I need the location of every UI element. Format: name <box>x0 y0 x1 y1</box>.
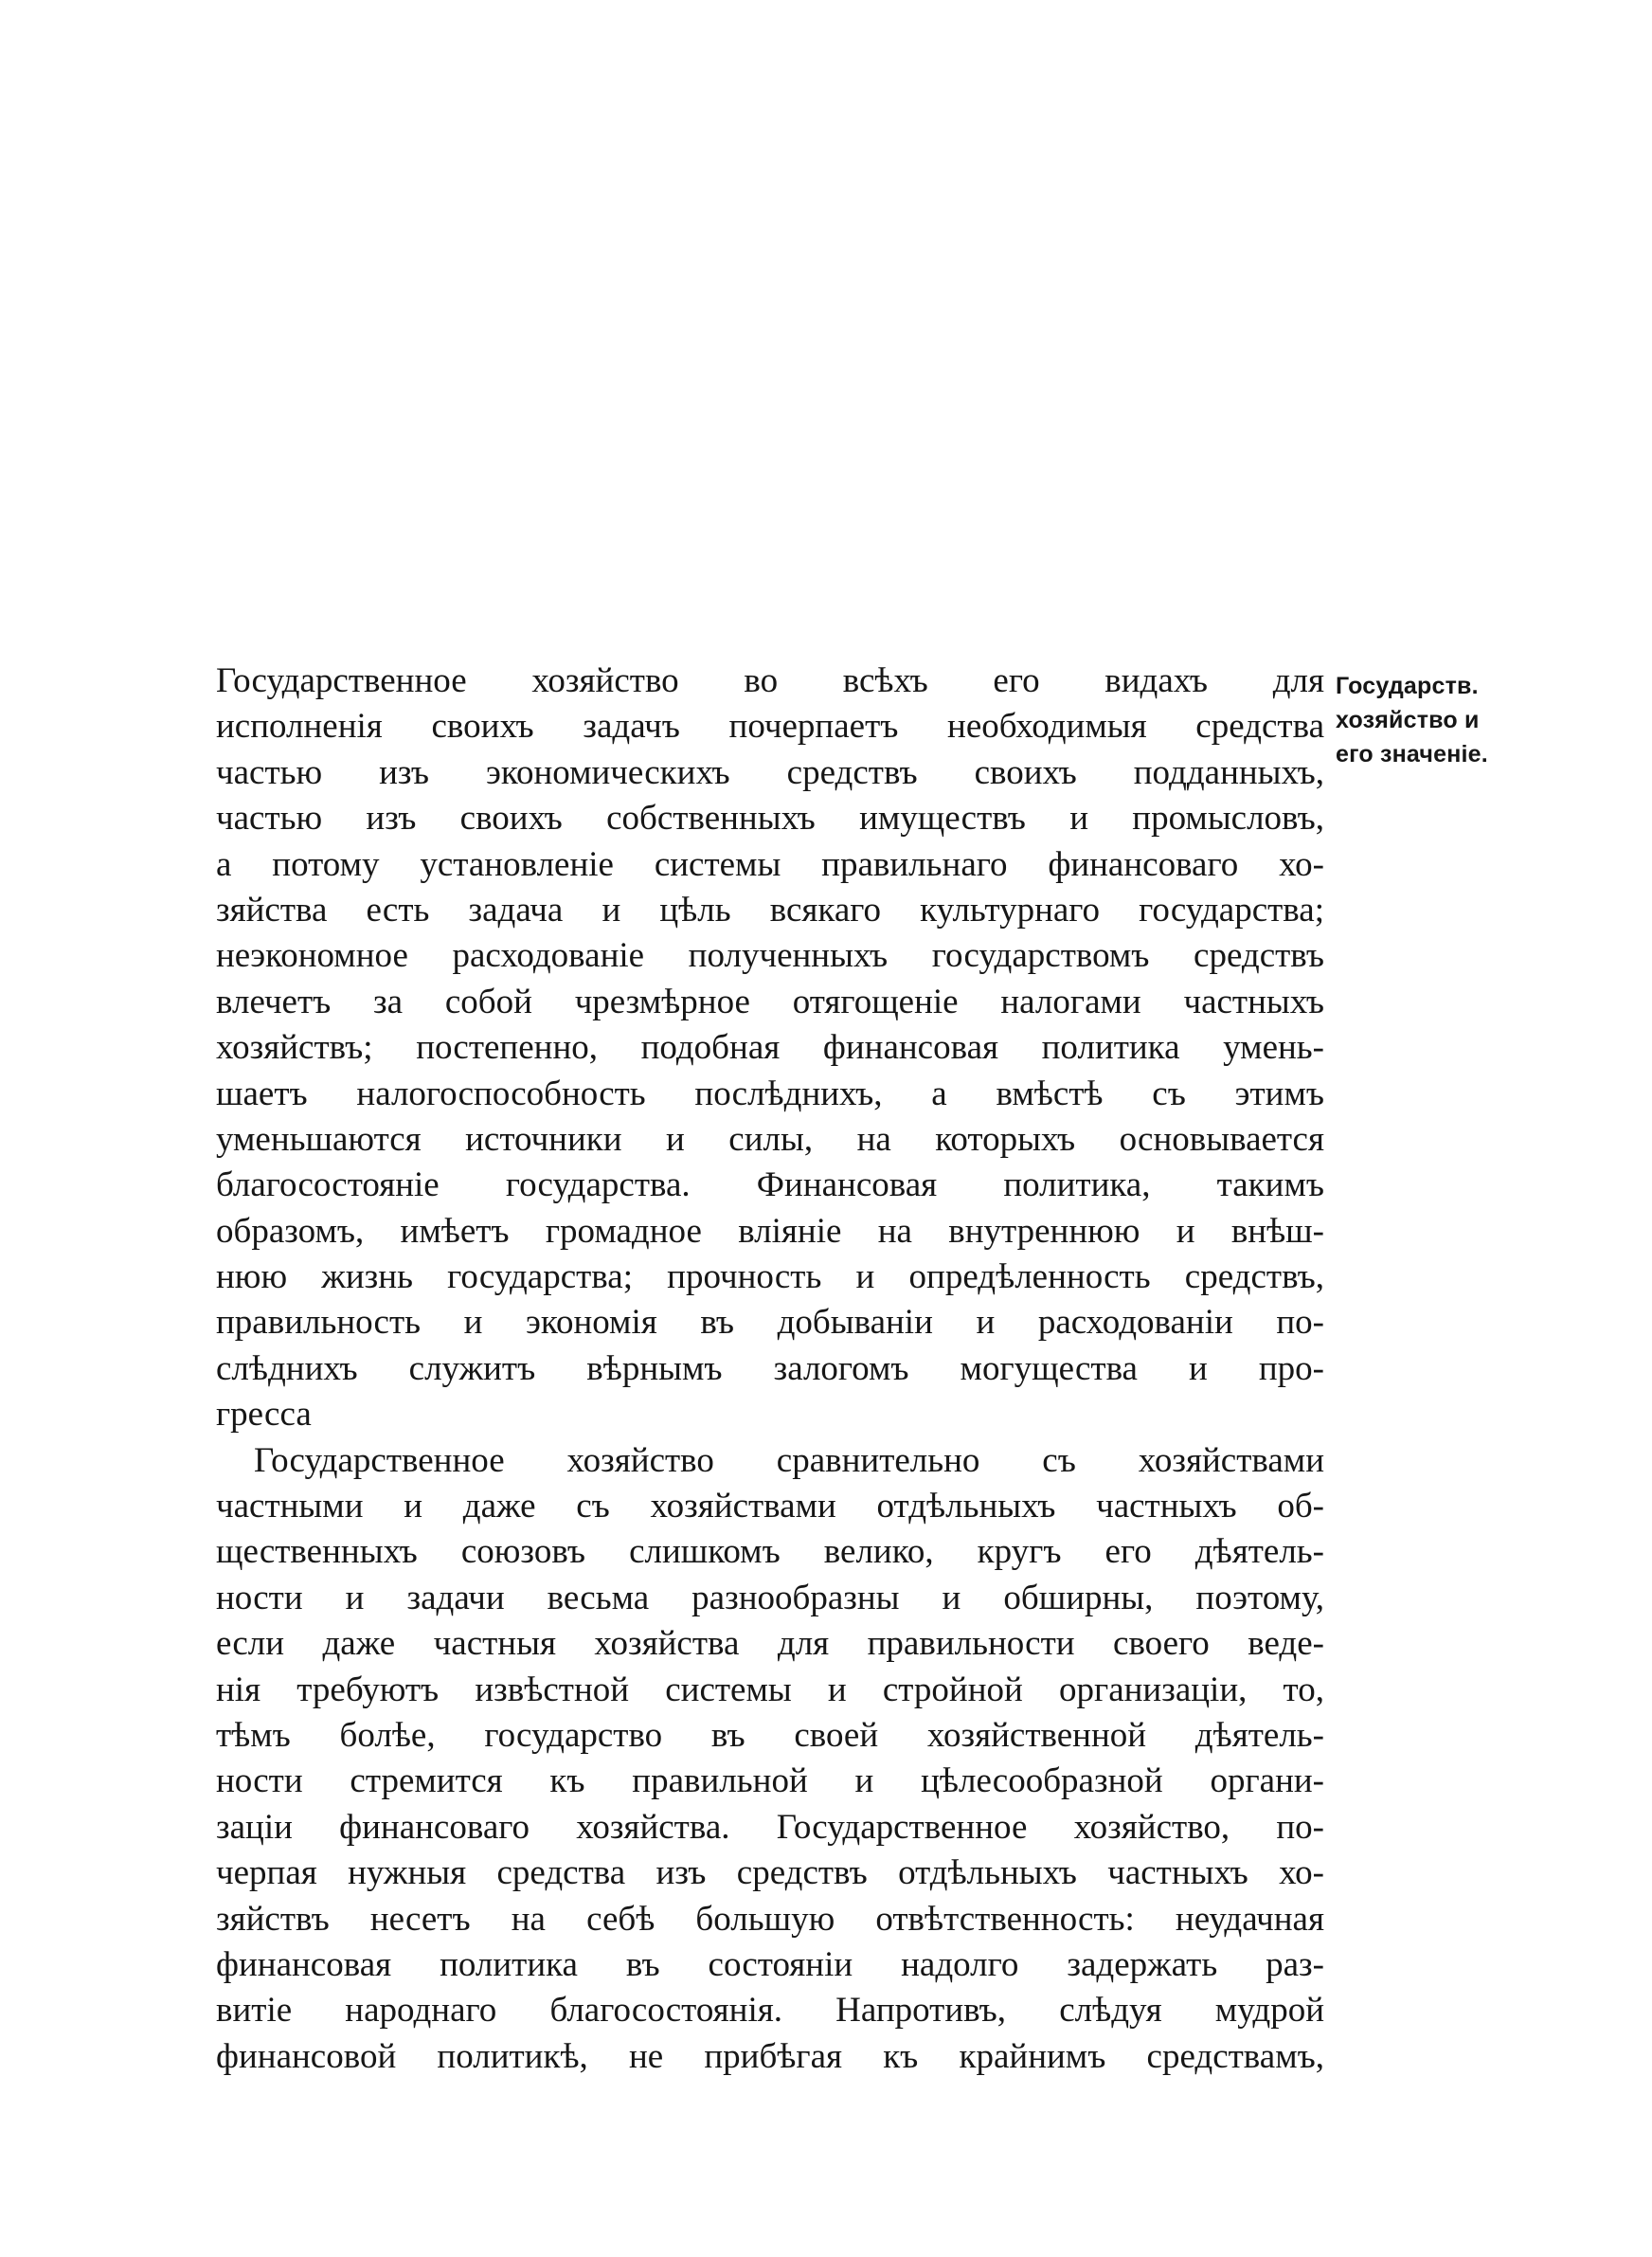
body-text <box>216 659 1324 2080</box>
margin-note-line: Государств. <box>1336 673 1479 699</box>
text-line: неэкономное расходованіе полученныхъ государствомъ средствъ <box>216 936 1324 976</box>
text-line: если даже частныя хозяйства для правильности своего веде- <box>216 1624 1324 1664</box>
text-line: Государственное хозяйство сравнительно съ хозяйствами <box>254 1440 1324 1480</box>
text-line: гресса <box>216 1395 312 1435</box>
margin-note-line: хозяйство и <box>1336 707 1480 733</box>
paragraph-2 <box>216 1438 1324 2080</box>
text-line: исполненія своихъ задачъ почерпаетъ необходимыя средства <box>216 707 1324 747</box>
text-line: черпая нужныя средства изъ средствъ отдѣльныхъ частныхъ хо- <box>216 1853 1324 1893</box>
text-line: зяйствъ несетъ на себѣ большую отвѣтственность: неудачная <box>216 1899 1324 1939</box>
margin-note <box>1336 669 1497 771</box>
text-line: а потому установленіе системы правильнаго финансоваго хо- <box>216 844 1324 884</box>
text-line: нюю жизнь государства; прочность и опредѣленность средствъ, <box>216 1257 1324 1297</box>
text-line: слѣднихъ служитъ вѣрнымъ залогомъ могущества и про- <box>216 1348 1324 1388</box>
text-line: щественныхъ союзовъ слишкомъ велико, кругъ его дѣятель- <box>216 1532 1324 1572</box>
text-line: частными и даже съ хозяйствами отдѣльныхъ частныхъ об- <box>216 1487 1324 1526</box>
text-line: финансовой политикѣ, не прибѣгая къ крайнимъ средствамъ, <box>216 2036 1324 2076</box>
text-line: правильность и экономія въ добываніи и расходованіи по- <box>216 1303 1324 1343</box>
margin-note-line: его значеніе. <box>1336 741 1488 767</box>
text-line: Государственное хозяйство во всѣхъ его видахъ для <box>216 661 1324 700</box>
text-line: образомъ, имѣетъ громадное вліяніе на внутреннюю и внѣш- <box>216 1211 1324 1251</box>
text-line: хозяйствъ; постепенно, подобная финансовая политика умень- <box>216 1028 1324 1068</box>
text-line: частью изъ экономическихъ средствъ своихъ подданныхъ, <box>216 752 1324 792</box>
text-line: тѣмъ болѣе, государство въ своей хозяйственной дѣятель- <box>216 1715 1324 1755</box>
text-line: ности и задачи весьма разнообразны и обширны, поэтому, <box>216 1578 1324 1617</box>
paragraph-1 <box>216 659 1324 1438</box>
text-line: благосостояніе государства. Финансовая политика, такимъ <box>216 1165 1324 1205</box>
text-line: заціи финансоваго хозяйства. Государственное хозяйство, по- <box>216 1807 1324 1847</box>
text-line: финансовая политика въ состояніи надолго задержать раз- <box>216 1944 1324 1984</box>
text-line: уменьшаются источники и силы, на которыхъ основывается <box>216 1119 1324 1159</box>
text-line: ности стремится къ правильной и цѣлесообразной органи- <box>216 1761 1324 1801</box>
text-line: частью изъ своихъ собственныхъ имуществъ и промысловъ, <box>216 799 1324 839</box>
text-line: нія требуютъ извѣстной системы и стройной организаціи, то, <box>216 1670 1324 1709</box>
text-line: шаетъ налогоспособность послѣднихъ, а вмѣстѣ съ этимъ <box>216 1074 1324 1113</box>
text-line: зяйства есть задача и цѣль всякаго культурнаго государства; <box>216 890 1324 930</box>
text-line: влечетъ за собой чрезмѣрное отягощеніе налогами частныхъ <box>216 982 1324 1021</box>
text-line: витіе народнаго благосостоянія. Напротивъ, слѣдуя мудрой <box>216 1991 1324 2031</box>
